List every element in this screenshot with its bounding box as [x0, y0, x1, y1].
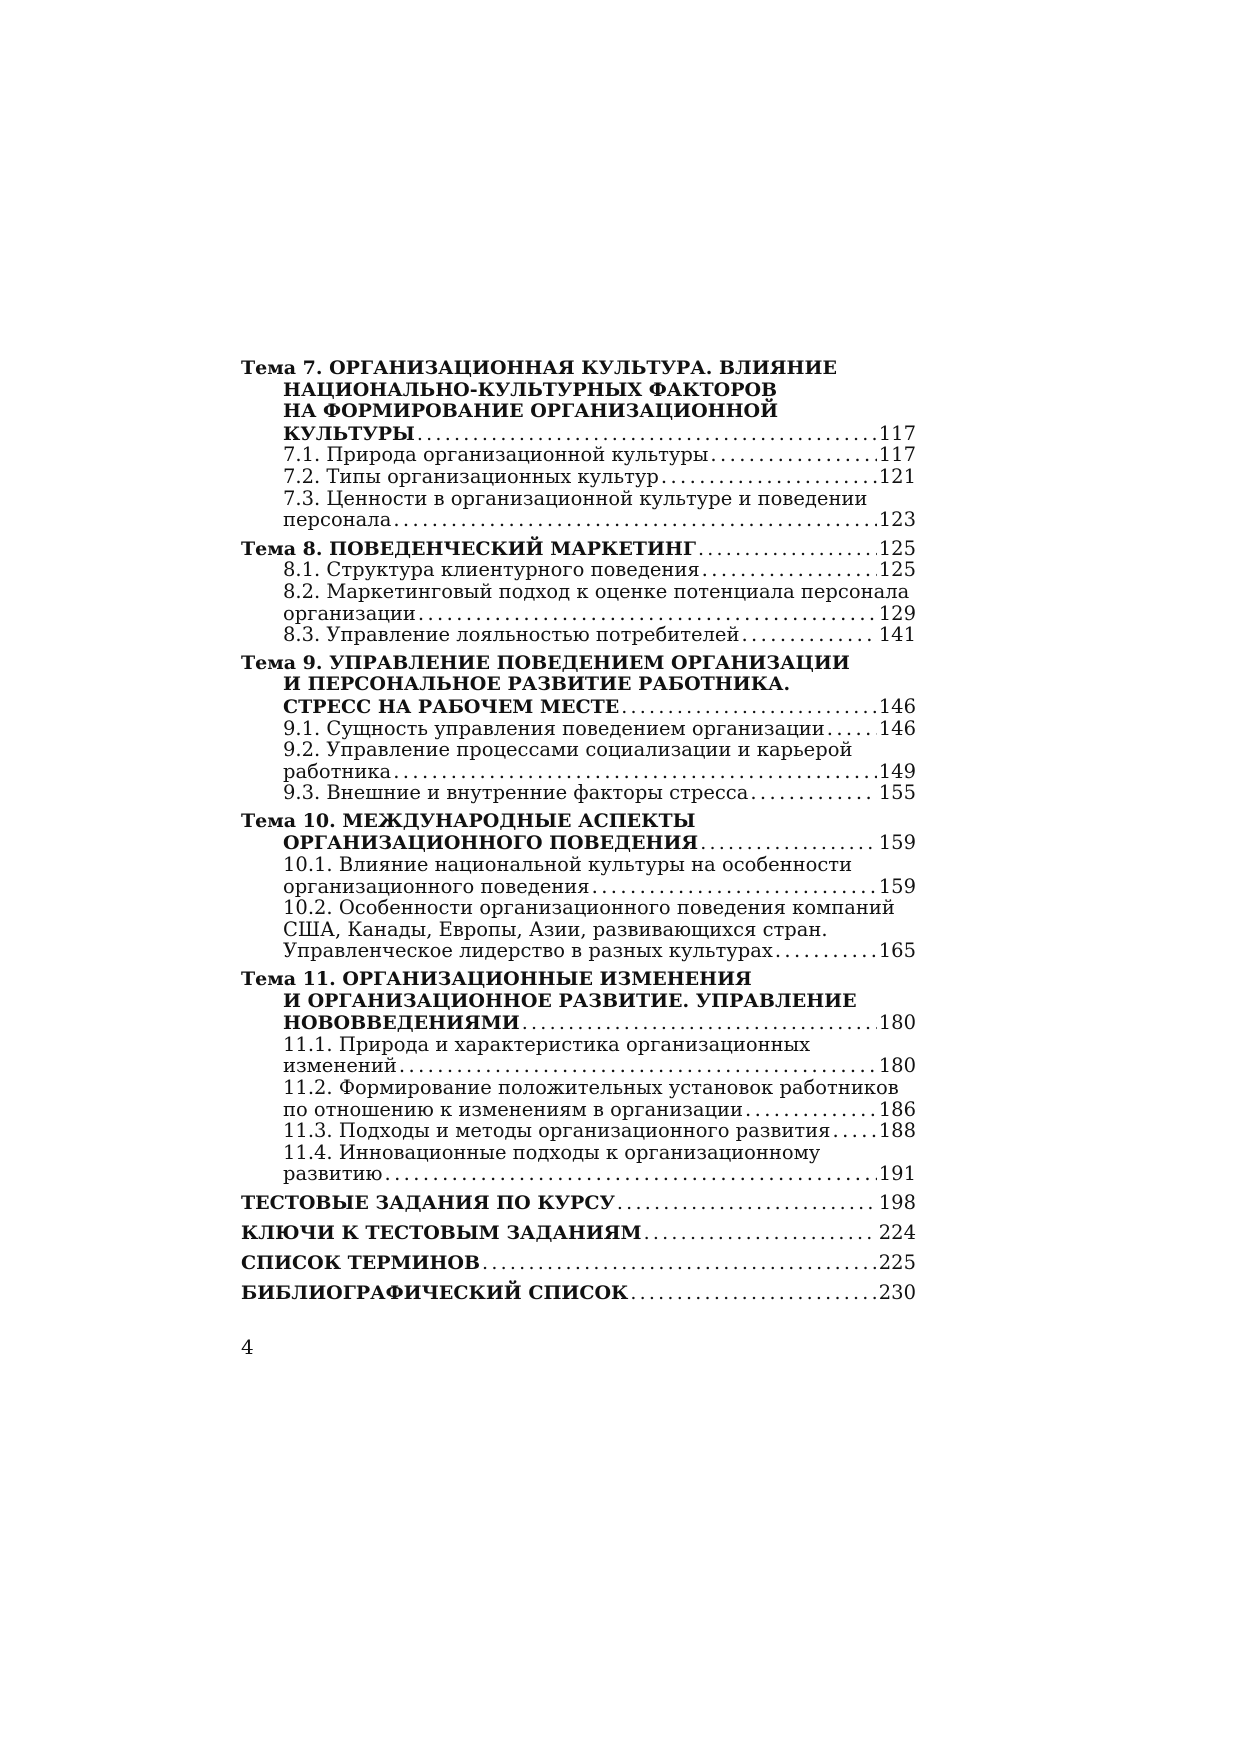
toc-entry — [241, 466, 916, 488]
toc-entry-row-page: 117 — [878, 443, 916, 467]
topic-heading — [241, 696, 916, 718]
section-entry — [241, 1222, 916, 1252]
toc-entry-row-text: 7.1. Природа организационной культуры — [283, 443, 709, 467]
toc-entry — [241, 624, 916, 646]
topic-heading-text — [241, 539, 696, 561]
leader-dots — [630, 1283, 876, 1305]
topic-heading-page: 146 — [878, 694, 916, 718]
leader-dots — [617, 1193, 877, 1215]
toc-entry — [241, 739, 916, 782]
toc-entry-row-text: изменений — [283, 1054, 397, 1078]
toc-entry — [241, 782, 916, 804]
leader-dots — [621, 697, 877, 719]
topic-title-line: НА ФОРМИРОВАНИЕ ОРГАНИЗАЦИОННОЙ — [283, 400, 779, 423]
leader-dots — [522, 1013, 877, 1035]
leader-dots — [775, 940, 877, 962]
leader-dots — [827, 718, 877, 740]
section-entry — [241, 1282, 916, 1312]
leader-dots — [482, 1253, 877, 1275]
toc-entry-line: 11.4. Инновационные подходы к организационному — [283, 1140, 821, 1164]
toc-entry-row — [283, 782, 916, 804]
toc-entry-line: США, Канады, Европы, Азии, развивающихся стран. — [283, 917, 828, 941]
toc-entry-line: 11.2. Формирование положительных установок работников — [283, 1076, 899, 1099]
topic-heading-page: 159 — [878, 831, 916, 855]
topic-title-text: ОРГАНИЗАЦИОННАЯ КУЛЬТУРА. ВЛИЯНИЕ — [329, 357, 837, 379]
topic-heading — [241, 832, 916, 854]
toc-entry — [241, 1077, 916, 1120]
toc-entry-line: 10.2. Особенности организационного поведения компаний — [283, 896, 895, 920]
toc-entry-row — [283, 1055, 916, 1077]
toc-entry-row — [283, 1099, 916, 1121]
toc-entry-row-page: 146 — [878, 716, 916, 740]
topic-title-line — [241, 358, 916, 380]
toc-entry-row-page: 121 — [878, 464, 916, 488]
toc-entry-line: 9.2. Управление процессами социализации и карьерой — [283, 738, 853, 762]
toc-entry-row-text: организации — [283, 601, 416, 625]
toc-entry-row — [283, 761, 916, 783]
toc-entry — [241, 444, 916, 466]
leader-dots — [592, 876, 877, 898]
section-entry — [241, 1252, 916, 1282]
toc-entry-row-page: 155 — [878, 781, 916, 805]
topic-heading — [241, 538, 916, 560]
toc-entry-row — [283, 876, 916, 898]
toc-entry-row-page: 123 — [878, 508, 916, 532]
section-entry-page: 225 — [878, 1250, 916, 1274]
topic-title-text: ОРГАНИЗАЦИОННЫЕ ИЗМЕНЕНИЯ — [342, 968, 752, 991]
toc-entry-row — [283, 444, 916, 466]
toc-entry-row-page: 125 — [878, 558, 916, 582]
toc-entry-row — [283, 940, 916, 962]
table-of-contents — [241, 358, 916, 1312]
toc-entry-row-text: 9.1. Сущность управления поведением организации — [283, 716, 825, 740]
topic-heading-text: КУЛЬТУРЫ — [283, 422, 415, 445]
topic-title-text: МЕЖДУНАРОДНЫЕ АСПЕКТЫ — [342, 809, 696, 832]
toc-entry-row-text: развитию — [283, 1162, 383, 1186]
section-entry-text: ТЕСТОВЫЕ ЗАДАНИЯ ПО КУРСУ — [241, 1191, 615, 1214]
toc-entry — [241, 897, 916, 962]
toc-entry-row-page: 159 — [878, 874, 916, 898]
toc-entry-line: 7.3. Ценности в организационной культуре и поведении — [283, 486, 868, 510]
toc-entry — [241, 1034, 916, 1077]
toc-entry — [241, 1120, 916, 1142]
toc-entry-row — [283, 559, 916, 581]
toc-entry-row-page: 188 — [878, 1119, 916, 1143]
toc-entry-row-page: 191 — [878, 1162, 916, 1186]
toc-entry-row — [283, 466, 916, 488]
topic-block — [241, 538, 916, 646]
toc-entry — [241, 559, 916, 581]
leader-dots — [417, 424, 877, 446]
toc-entry-row-page: 129 — [878, 601, 916, 625]
toc-entry-row-text: 11.3. Подходы и методы организационного развития — [283, 1119, 831, 1143]
toc-entry-row — [283, 1163, 916, 1185]
toc-entry — [241, 718, 916, 740]
topic-number: Тема 11. — [241, 968, 336, 991]
topic-number: Тема 7. — [241, 357, 323, 379]
topic-heading-text: НОВОВВЕДЕНИЯМИ — [283, 1012, 520, 1035]
topic-title-text: УПРАВЛЕНИЕ ПОВЕДЕНИЕМ ОРГАНИЗАЦИИ — [329, 651, 850, 674]
toc-entry-line: 8.2. Маркетинговый подход к оценке потенциала персонала — [283, 579, 910, 603]
toc-entry-row — [283, 624, 916, 646]
topic-title-text: ПОВЕДЕНЧЕСКИЙ МАРКЕТИНГ — [329, 537, 696, 560]
toc-entry-row — [283, 603, 916, 625]
leader-dots — [702, 559, 877, 581]
leader-dots — [399, 1055, 877, 1077]
section-entry-page: 224 — [878, 1220, 916, 1244]
leader-dots — [393, 509, 876, 531]
toc-entry-line: 11.1. Природа и характеристика организационных — [283, 1032, 811, 1056]
toc-entry-row-text: организационного поведения — [283, 874, 590, 898]
toc-entry-line: 10.1. Влияние национальной культуры на особенности — [283, 853, 853, 877]
topic-title-line: И ПЕРСОНАЛЬНОЕ РАЗВИТИЕ РАБОТНИКА. — [283, 673, 791, 696]
page-number: 4 — [241, 1335, 254, 1359]
toc-entry-row-text: 8.3. Управление лояльностью потребителей — [283, 623, 740, 647]
toc-entry-row — [283, 509, 916, 531]
topic-block — [241, 969, 916, 1185]
toc-entry-row-page: 141 — [878, 623, 916, 647]
section-entry-text: КЛЮЧИ К ТЕСТОВЫМ ЗАДАНИЯМ — [241, 1221, 642, 1244]
topic-heading — [241, 1012, 916, 1034]
topic-block — [241, 811, 916, 962]
leader-dots — [745, 1099, 877, 1121]
section-entry-page: 230 — [878, 1280, 916, 1304]
toc-entry-row-text: Управленческое лидерство в разных культурах — [283, 939, 773, 963]
section-entry-page: 198 — [878, 1190, 916, 1214]
topic-number: Тема 8. — [241, 537, 323, 560]
leader-dots — [700, 833, 877, 855]
toc-entry-row-text: персонала — [283, 508, 392, 532]
toc-entry — [241, 581, 916, 624]
topic-block — [241, 358, 916, 531]
leader-dots — [710, 444, 876, 466]
toc-entry — [241, 854, 916, 897]
toc-entry-row — [283, 1120, 916, 1142]
leader-dots — [418, 603, 877, 625]
toc-entry — [241, 1142, 916, 1185]
section-entry-text: СПИСОК ТЕРМИНОВ — [241, 1251, 481, 1274]
topic-heading-page: 125 — [878, 536, 916, 560]
leader-dots — [741, 624, 876, 646]
topic-heading-text: СТРЕСС НА РАБОЧЕМ МЕСТЕ — [283, 695, 620, 718]
topic-title-line: НАЦИОНАЛЬНО-КУЛЬТУРНЫХ ФАКТОРОВ — [283, 378, 778, 401]
toc-entry-row-text: 8.1. Структура клиентурного поведения — [283, 558, 700, 582]
topic-heading — [241, 423, 916, 445]
topic-title-line — [241, 811, 916, 833]
leader-dots — [750, 782, 876, 804]
topic-heading-page: 117 — [878, 421, 916, 445]
toc-entry-row-page: 180 — [878, 1054, 916, 1078]
topic-title-line — [241, 653, 916, 675]
topic-heading-page: 180 — [878, 1011, 916, 1035]
toc-entry-row-text: работника — [283, 759, 392, 783]
toc-entry-row-page: 186 — [878, 1097, 916, 1121]
leader-dots — [661, 466, 877, 488]
topic-block — [241, 653, 916, 804]
section-entry-text: БИБЛИОГРАФИЧЕСКИЙ СПИСОК — [241, 1281, 629, 1304]
leader-dots — [698, 539, 877, 561]
topic-title-line: И ОРГАНИЗАЦИОННОЕ РАЗВИТИЕ. УПРАВЛЕНИЕ — [283, 989, 857, 1012]
toc-entry-row-page: 165 — [878, 939, 916, 963]
topic-number: Тема 10. — [241, 809, 336, 832]
leader-dots — [393, 761, 877, 783]
topic-number: Тема 9. — [241, 651, 323, 674]
leader-dots — [384, 1163, 876, 1185]
toc-entry — [241, 488, 916, 531]
toc-entry-row — [283, 718, 916, 740]
toc-entry-row-text: 7.2. Типы организационных культур — [283, 464, 659, 488]
section-entry — [241, 1192, 916, 1222]
toc-entry-row-text: по отношению к изменениям в организации — [283, 1097, 743, 1121]
leader-dots — [644, 1223, 877, 1245]
topic-heading-text: ОРГАНИЗАЦИОННОГО ПОВЕДЕНИЯ — [283, 832, 699, 855]
topic-title-line — [241, 969, 916, 991]
leader-dots — [832, 1120, 876, 1142]
toc-entry-row-text: 9.3. Внешние и внутренние факторы стресса — [283, 781, 749, 805]
toc-entry-row-page: 149 — [878, 759, 916, 783]
